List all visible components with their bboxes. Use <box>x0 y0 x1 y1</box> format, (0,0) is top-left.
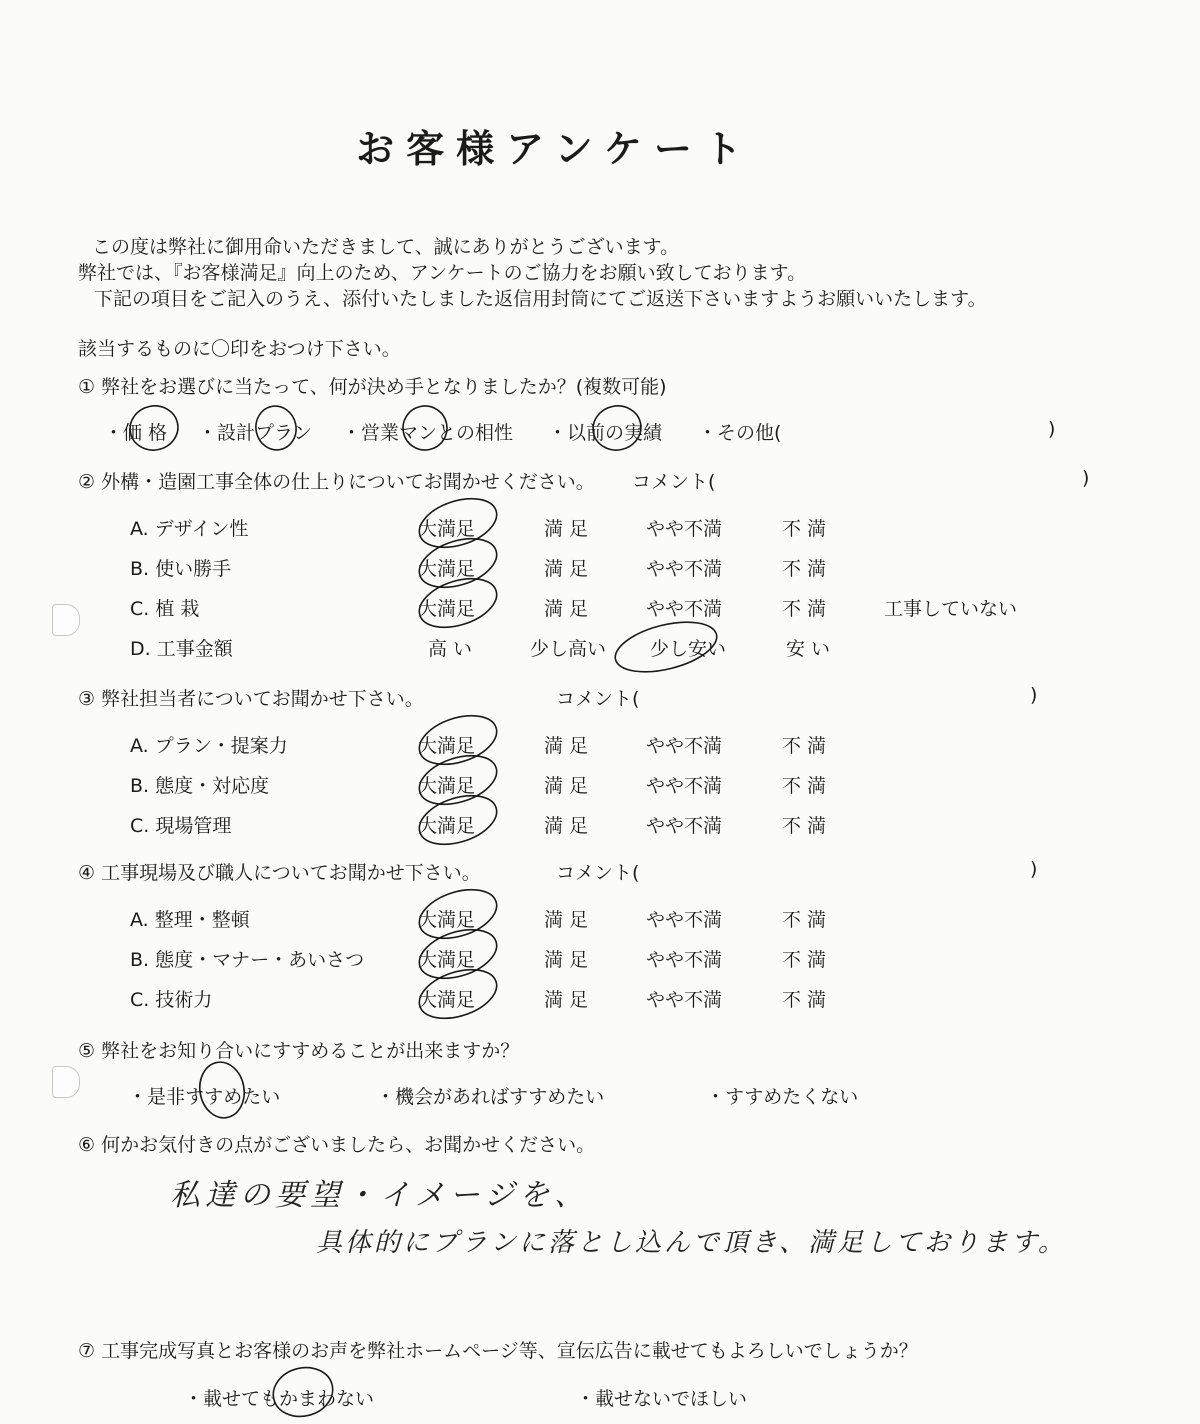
q3-row-option[interactable]: やや不満 <box>646 815 723 837</box>
q7-option-ok[interactable]: ・載せてもかまわない <box>184 1388 375 1410</box>
q1-option-sales-rapport[interactable]: ・営業マンとの相性 <box>342 422 514 444</box>
question-3-label: ③ 弊社担当者についてお聞かせ下さい。 <box>78 688 424 710</box>
survey-title: お客様アンケート <box>356 127 754 171</box>
q4-row-option[interactable]: 満 足 <box>544 909 589 931</box>
q3-row-label: A. プラン・提案力 <box>130 735 288 757</box>
q2-row-option[interactable]: やや不満 <box>646 518 723 540</box>
q1-option-price[interactable]: ・価 格 <box>104 422 168 444</box>
q3-row-option[interactable]: やや不満 <box>646 735 723 757</box>
q4-row-option[interactable]: 不 満 <box>782 989 827 1011</box>
q2-row-option[interactable]: 満 足 <box>544 518 589 540</box>
q4-row-option[interactable]: 満 足 <box>544 949 589 971</box>
question-7-label: ⑦ 工事完成写真とお客様のお声を弊社ホームページ等、宣伝広告に載せてもよろしいでしょうか？ <box>78 1340 918 1362</box>
q4-row-option[interactable]: 大満足 <box>418 949 476 971</box>
q3-row-option[interactable]: 満 足 <box>544 735 589 757</box>
q2-row-label: A. デザイン性 <box>130 518 249 540</box>
q2-row-option[interactable]: 大満足 <box>418 558 476 580</box>
q4-comment-label: コメント( <box>556 862 640 884</box>
q4-row-option[interactable]: 大満足 <box>418 989 476 1011</box>
q1-option-past-record[interactable]: ・以前の実績 <box>548 422 663 444</box>
question-1-label: ① 弊社をお選びに当たって、何が決め手となりましたか？(複数可能) <box>78 376 667 398</box>
q2-row-option[interactable]: 不 満 <box>782 558 827 580</box>
question-6-label: ⑥ 何かお気付きの点がございましたら、お聞かせください。 <box>78 1134 596 1156</box>
q3-row-option[interactable]: 大満足 <box>418 735 476 757</box>
q5-option-not[interactable]: ・すすめたくない <box>706 1086 859 1108</box>
q4-row-option[interactable]: 不 満 <box>782 909 827 931</box>
q2-row-label: D. 工事金額 <box>130 638 233 660</box>
q3-row-option[interactable]: 満 足 <box>544 815 589 837</box>
q3-row-option[interactable]: 満 足 <box>544 775 589 797</box>
q4-row-option[interactable]: やや不満 <box>646 949 723 971</box>
q3-row-option[interactable]: 大満足 <box>418 815 476 837</box>
handwritten-comment-line-1: 私達の要望・イメージを、 <box>170 1178 590 1213</box>
q2-row-label: C. 植 栽 <box>130 598 200 620</box>
q2-row-option[interactable]: 不 満 <box>782 518 827 540</box>
q2-close-paren: ) <box>1082 467 1090 489</box>
q4-row-option[interactable]: 不 満 <box>782 949 827 971</box>
intro-line-3: 下記の項目をご記入のうえ、添付いたしました返信用封筒にてご返送下さいますようお願いいたします。 <box>94 288 987 310</box>
q3-row-option[interactable]: 不 満 <box>782 775 827 797</box>
q7-option-no[interactable]: ・載せないでほしい <box>576 1388 748 1410</box>
q2-row-option[interactable]: 大満足 <box>418 598 476 620</box>
q2-row-option[interactable]: やや不満 <box>646 558 723 580</box>
q2-row-option[interactable]: 安 い <box>786 638 831 660</box>
q1-option-other[interactable]: ・その他( <box>698 422 782 444</box>
q2-row-option[interactable]: 満 足 <box>544 558 589 580</box>
q2-row-option[interactable]: 高 い <box>428 638 473 660</box>
question-5-label: ⑤ 弊社をお知り合いにすすめることが出来ますか？ <box>78 1040 520 1062</box>
q2-row-option[interactable]: 満 足 <box>544 598 589 620</box>
q2-row-option[interactable]: 大満足 <box>418 518 476 540</box>
q4-row-option[interactable]: 満 足 <box>544 989 589 1011</box>
binder-hole-icon <box>52 604 80 636</box>
q4-row-option[interactable]: やや不満 <box>646 909 723 931</box>
q3-row-option[interactable]: 不 満 <box>782 735 827 757</box>
q5-option-if-chance[interactable]: ・機会があればすすめたい <box>376 1086 605 1108</box>
q3-row-option[interactable]: 大満足 <box>418 775 476 797</box>
q4-row-option[interactable]: 大満足 <box>418 909 476 931</box>
q5-option-definitely[interactable]: ・是非すすめたい <box>128 1086 281 1108</box>
q4-row-label: A. 整理・整頓 <box>130 909 250 931</box>
q2-row-label: B. 使い勝手 <box>130 558 232 580</box>
question-2-label: ② 外構・造園工事全体の仕上りについてお聞かせください。 <box>78 471 595 493</box>
intro-line-1: この度は弊社に御用命いただきまして、誠にありがとうございます。 <box>92 236 680 258</box>
instruction: 該当するものに〇印をおつけ下さい。 <box>78 338 401 360</box>
q4-row-label: B. 態度・マナー・あいさつ <box>130 949 365 971</box>
q3-row-option[interactable]: 不 満 <box>782 815 827 837</box>
binder-hole-icon <box>52 1066 80 1098</box>
intro-line-2: 弊社では、『お客様満足』向上のため、アンケートのご協力をお願い致しております。 <box>78 262 807 284</box>
question-4-label: ④ 工事現場及び職人についてお聞かせ下さい。 <box>78 862 481 884</box>
q2-row-option[interactable]: 不 満 <box>782 598 827 620</box>
q1-close-paren: ) <box>1048 418 1056 440</box>
q3-comment-label: コメント( <box>556 688 640 710</box>
q2-comment-label: コメント( <box>632 471 716 493</box>
q2-row-option[interactable]: やや不満 <box>646 598 723 620</box>
q4-row-label: C. 技術力 <box>130 989 213 1011</box>
q3-row-label: C. 現場管理 <box>130 815 232 837</box>
handwritten-comment-line-2: 具体的にプランに落とし込んで頂き、満足しております。 <box>316 1228 1067 1258</box>
q3-row-label: B. 態度・対応度 <box>130 775 270 797</box>
q2-row-option[interactable]: 工事していない <box>884 598 1018 620</box>
q4-close-paren: ) <box>1030 858 1038 880</box>
q2-row-option[interactable]: 少し安い <box>650 638 727 660</box>
q3-row-option[interactable]: やや不満 <box>646 775 723 797</box>
q3-close-paren: ) <box>1030 684 1038 706</box>
q1-option-design-plan[interactable]: ・設計プラン <box>198 422 313 444</box>
q2-row-option[interactable]: 少し高い <box>530 638 607 660</box>
q4-row-option[interactable]: やや不満 <box>646 989 723 1011</box>
